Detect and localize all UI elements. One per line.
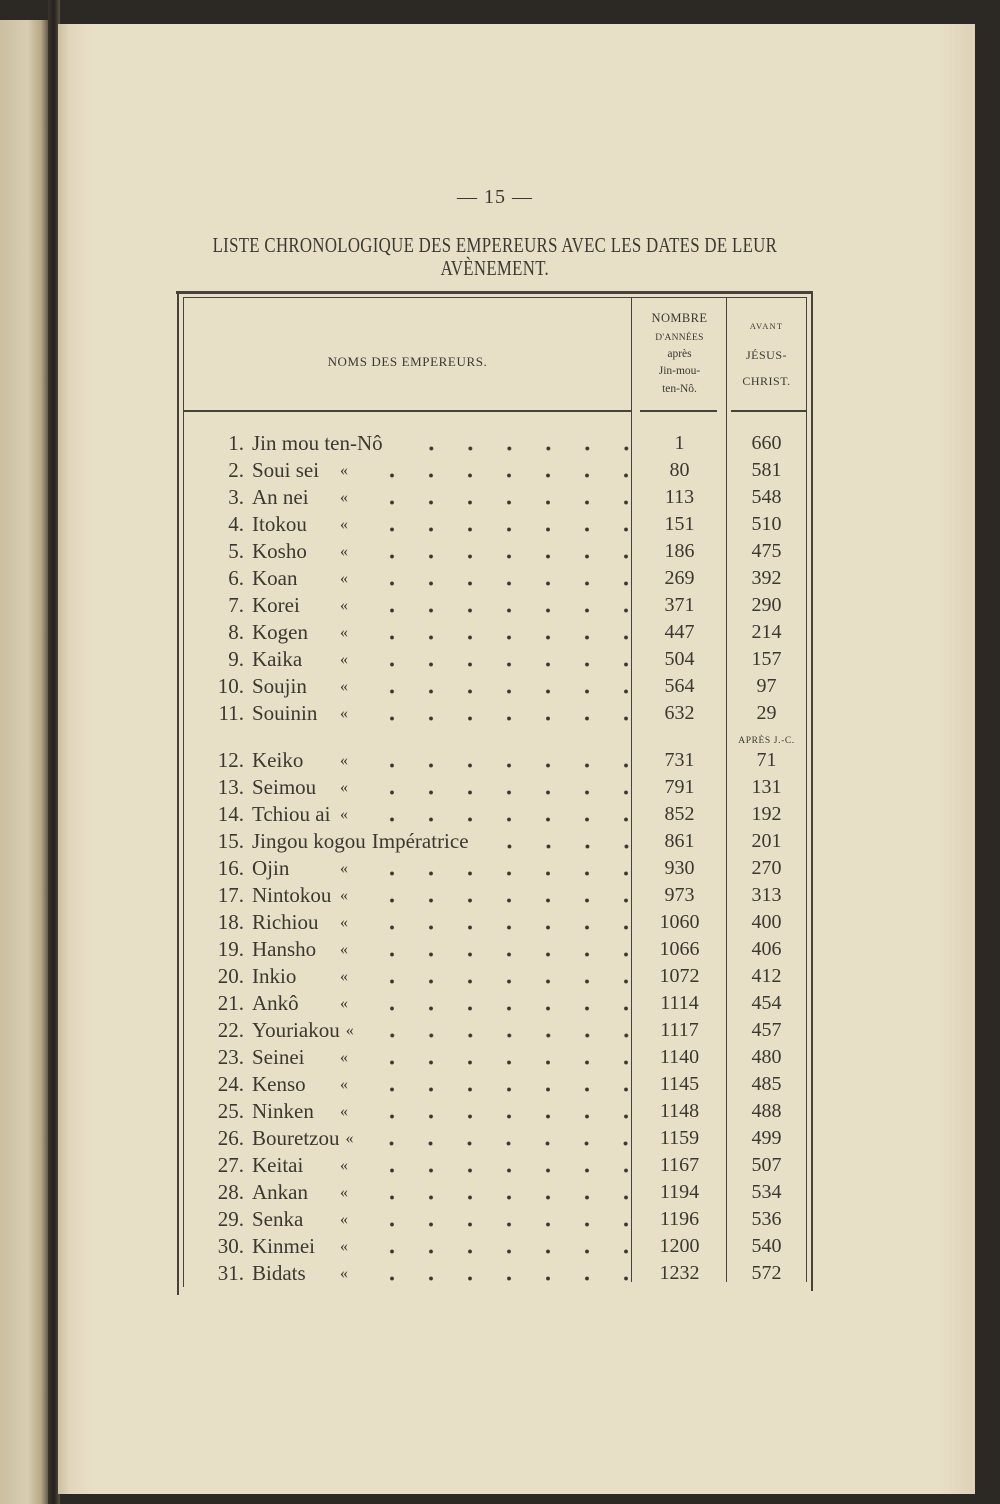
years-after-jinmu: 1 [674,432,685,454]
header-bc-line-3: CHRIST. [742,374,791,388]
row-number: 6. [228,566,244,590]
emperor-name: Ankan [252,1180,308,1204]
ditto-mark: « [340,1103,348,1120]
emperor-name: An nei [252,485,309,509]
ditto-mark: « [340,1049,348,1066]
years-after-jinmu: 1196 [659,1208,700,1230]
dot-leader [360,457,632,484]
table-row [184,990,806,1017]
row-number: 17. [217,883,244,907]
emperor-cell [252,457,632,484]
row-number: 29. [217,1207,244,1231]
ditto-mark: « [340,516,348,533]
table-row [184,565,806,592]
table-right-border-outer [811,291,813,1291]
dot-leader [365,1125,632,1152]
table-row [184,963,806,990]
year-after-christ: 313 [751,884,782,906]
dot-leader [366,1017,632,1044]
ditto-mark: « [340,941,348,958]
ditto-mark: « [340,570,348,587]
row-number: 4. [228,512,244,536]
years-after-jinmu: 1232 [659,1262,700,1284]
dot-leader [360,565,632,592]
table-row [184,882,806,909]
table-row [184,673,806,700]
year-after-christ: 412 [751,965,782,987]
dot-leader [360,673,632,700]
ditto-mark: « [340,860,348,877]
previous-page-edge [0,20,50,1504]
row-number: 22. [217,1018,244,1042]
years-after-jinmu: 852 [664,803,695,825]
emperor-name: Kenso [252,1072,306,1096]
emperor-name: Tchiou ai [252,802,331,826]
years-after-jinmu: 447 [664,621,695,643]
row-number: 3. [228,485,244,509]
years-after-jinmu: 1140 [659,1046,700,1068]
year-after-christ: 192 [751,803,782,825]
emperor-name: Hansho [252,937,317,961]
ditto-mark: « [340,462,348,479]
table-row [184,1071,806,1098]
row-number: 8. [228,620,244,644]
emperor-name: Youriakou [252,1018,340,1042]
row-number: 23. [217,1045,244,1069]
emperor-cell [252,1260,632,1287]
year-after-christ: 270 [751,857,782,879]
row-number: 12. [217,748,244,772]
emperor-name: Ninken [252,1099,314,1123]
years-after-jinmu: 1145 [659,1073,700,1095]
year-before-christ: 29 [756,702,777,724]
rows-after-christ [184,747,806,1287]
dot-leader [360,1071,632,1098]
row-number: 21. [217,991,244,1015]
emperor-name: Korei [252,593,300,617]
ditto-mark: « [345,1022,354,1039]
row-number: 1. [228,431,244,455]
years-after-jinmu: 791 [664,776,695,798]
years-after-jinmu: 504 [664,648,695,670]
table-right-border-inner [806,297,807,1282]
dot-leader [360,619,632,646]
year-before-christ: 290 [751,594,782,616]
years-after-jinmu: 269 [664,567,695,589]
row-number: 24. [217,1072,244,1096]
dot-leader [360,592,632,619]
dot-leader [360,1152,632,1179]
header-bc-line-2: JÉSUS- [745,348,787,362]
years-after-jinmu: 1148 [659,1100,700,1122]
year-after-christ: 507 [751,1154,782,1176]
emperor-cell [252,511,632,538]
dot-leader [360,538,632,565]
emperor-name: Richiou [252,910,319,934]
dot-leader [360,1179,632,1206]
year-before-christ: 510 [751,513,782,535]
emperor-cell [252,673,632,700]
dot-leader [481,828,632,855]
years-after-jinmu: 1114 [660,992,699,1014]
emperor-cell [252,1179,632,1206]
table-top-rule-thick [176,291,813,294]
table-row [184,747,806,774]
row-number: 30. [217,1234,244,1258]
emperor-cell [252,1206,632,1233]
table-row [184,430,806,457]
dot-leader [360,700,632,727]
header-bc-line-1: AVANT [749,321,784,331]
row-number: 10. [217,674,244,698]
table-body [184,430,806,1287]
ditto-mark: « [340,968,348,985]
table-row [184,538,806,565]
row-number: 19. [217,937,244,961]
emperor-name: Keiko [252,748,304,772]
dot-leader [360,774,632,801]
ditto-mark: « [340,1157,348,1174]
header-emperor-names: NOMS DES EMPEREURS. [327,354,488,369]
emperor-cell [252,1098,632,1125]
ditto-mark: « [340,705,348,722]
title-label: Impératrice [371,829,469,853]
emperor-name: Jin mou ten-Nô [252,431,383,455]
emperor-name: Nintokou [252,883,332,907]
years-after-jinmu: 564 [664,675,695,697]
dot-leader [360,936,632,963]
row-number: 31. [217,1261,244,1285]
emperor-cell [252,1233,632,1260]
dot-leader [360,1206,632,1233]
year-after-christ: 457 [751,1019,782,1041]
year-after-christ: 454 [751,992,782,1014]
row-number: 25. [217,1099,244,1123]
year-after-christ: 400 [751,911,782,933]
era-change-label: APRÈS J.-C. [738,736,795,746]
table-row [184,457,806,484]
table-top-rule-thin [183,297,807,298]
ditto-mark: « [340,597,348,614]
year-before-christ: 548 [751,486,782,508]
emperor-cell [252,963,632,990]
years-after-jinmu: 1117 [660,1019,699,1041]
table-row [184,511,806,538]
dot-leader [360,855,632,882]
ditto-mark: « [340,914,348,931]
row-number: 9. [228,647,244,671]
emperor-cell [252,484,632,511]
header-years-line-1: NOMBRE [651,311,708,325]
emperor-name: Koan [252,566,298,590]
dot-leader [360,801,632,828]
dot-leader [360,484,632,511]
emperor-cell [252,882,632,909]
emperor-name: Senka [252,1207,304,1231]
years-after-jinmu: 1072 [659,965,700,987]
year-after-christ: 488 [751,1100,782,1122]
dot-leader [360,646,632,673]
years-after-jinmu: 973 [664,884,695,906]
emperor-name: Keitai [252,1153,304,1177]
table-row [184,619,806,646]
dot-leader [360,909,632,936]
table-row [184,1098,806,1125]
header-rule-dates [731,410,806,412]
emperor-name: Soui sei [252,458,320,482]
emperor-name: Seimou [252,775,317,799]
era-change-row [184,727,806,747]
row-number: 11. [218,701,244,725]
year-before-christ: 581 [751,459,782,481]
row-number: 16. [217,856,244,880]
table-row [184,1233,806,1260]
year-before-christ: 475 [751,540,782,562]
table-row [184,1206,806,1233]
table-row [184,1125,806,1152]
dot-leader [360,1233,632,1260]
row-number: 26. [217,1126,244,1150]
emperor-name: Kosho [252,539,307,563]
emperor-cell [252,1071,632,1098]
table-row [184,592,806,619]
table-row [184,936,806,963]
emperor-name: Ojin [252,856,290,880]
page-title-text-1: LISTE CHRONOLOGIQUE DES EMPEREURS AVEC LES DATES DE LEUR [212,233,778,257]
emperor-name: Kinmei [252,1234,315,1258]
years-after-jinmu: 1159 [659,1127,700,1149]
emperor-cell [252,855,632,882]
year-before-christ: 392 [751,567,782,589]
years-after-jinmu: 371 [664,594,695,616]
emperor-cell [252,1044,632,1071]
ditto-mark: « [345,1130,354,1147]
rows-before-christ [184,430,806,727]
table-row [184,1179,806,1206]
year-before-christ: 97 [756,675,777,697]
ditto-mark: « [340,995,348,1012]
table-row [184,828,806,855]
emperor-cell [252,909,632,936]
header-years-line-4: Jin-mou- [658,365,701,377]
years-after-jinmu: 1060 [659,911,700,933]
table-row [184,855,806,882]
emperor-cell [252,1125,632,1152]
emperor-cell [252,936,632,963]
emperor-name: Ankô [252,991,299,1015]
years-after-jinmu: 731 [664,749,695,771]
emperor-name: Kaika [252,647,303,671]
years-after-jinmu: 1066 [659,938,700,960]
dot-leader [360,747,632,774]
table-row [184,909,806,936]
years-after-jinmu: 1200 [659,1235,700,1257]
emperor-cell [252,430,632,457]
dot-leader [360,882,632,909]
ditto-mark: « [340,489,348,506]
ditto-mark: « [340,779,348,796]
page-title-line-2 [95,256,895,280]
emperor-name: Souinin [252,701,318,725]
ditto-mark: « [340,1238,348,1255]
emperor-name: Kogen [252,620,308,644]
emperor-cell [252,801,632,828]
ditto-mark: « [340,1265,348,1282]
table-row [184,1017,806,1044]
year-after-christ: 201 [751,830,782,852]
dot-leader [360,1260,632,1287]
dot-leader [360,1044,632,1071]
year-after-christ: 480 [751,1046,782,1068]
header-years-line-2: D'ANNÉES [655,333,704,343]
emperor-cell [252,619,632,646]
year-before-christ: 660 [751,432,782,454]
table-left-border-outer [177,291,179,1295]
row-number: 14. [217,802,244,826]
page-title-text-2: AVÈNEMENT. [440,256,550,280]
table-row [184,801,806,828]
row-number: 7. [228,593,244,617]
ditto-mark: « [340,1211,348,1228]
row-number: 2. [228,458,244,482]
years-after-jinmu: 632 [664,702,695,724]
year-before-christ: 214 [751,621,782,643]
years-after-jinmu: 151 [664,513,695,535]
year-after-christ: 572 [751,1262,782,1284]
table-row [184,646,806,673]
years-after-jinmu: 861 [664,830,695,852]
row-number: 28. [217,1180,244,1204]
years-after-jinmu: 1167 [659,1154,700,1176]
ditto-mark: « [340,678,348,695]
row-number: 15. [217,829,244,853]
years-after-jinmu: 113 [664,486,695,508]
dot-leader [360,511,632,538]
year-after-christ: 536 [751,1208,782,1230]
page-number: — 15 — [457,186,533,208]
row-number: 13. [217,775,244,799]
ditto-mark: « [340,651,348,668]
emperor-cell [252,747,632,774]
emperor-cell [252,990,632,1017]
header-rule-names [184,410,631,412]
ditto-mark: « [340,1184,348,1201]
year-after-christ: 406 [751,938,782,960]
year-after-christ: 540 [751,1235,782,1257]
year-after-christ: 71 [756,749,777,771]
year-after-christ: 534 [751,1181,782,1203]
dot-leader [360,963,632,990]
page-title-line-1 [95,233,895,257]
ditto-mark: « [340,1076,348,1093]
emperor-cell [252,592,632,619]
emperor-name: Bidats [252,1261,306,1285]
table-row [184,1260,806,1287]
emperor-name: Jingou kogou [252,829,366,853]
table-row [184,484,806,511]
emperor-cell [252,565,632,592]
ditto-mark: « [340,806,348,823]
dot-leader [360,1098,632,1125]
header-rule-years [640,410,717,412]
emperor-cell [252,774,632,801]
emperor-cell [252,700,632,727]
header-years-line-3: après [667,348,692,360]
table-row [184,774,806,801]
emperor-name: Soujin [252,674,307,698]
years-after-jinmu: 1194 [659,1181,700,1203]
years-after-jinmu: 186 [664,540,695,562]
table-row [184,700,806,727]
table-row [184,1152,806,1179]
emperor-name: Seinei [252,1045,305,1069]
emperor-cell [252,828,632,855]
emperor-name: Bouretzou [252,1126,340,1150]
years-after-jinmu: 80 [669,459,690,481]
row-number: 18. [217,910,244,934]
ditto-mark: « [340,624,348,641]
ditto-mark: « [340,887,348,904]
emperor-cell [252,1152,632,1179]
years-after-jinmu: 930 [664,857,695,879]
dot-leader [360,990,632,1017]
header-years-line-5: ten-Nô. [662,383,697,395]
dot-leader [395,430,632,457]
row-number: 20. [217,964,244,988]
table-row [184,1044,806,1071]
emperor-name: Itokou [252,512,307,536]
emperor-cell [252,646,632,673]
ditto-mark: « [340,752,348,769]
emperor-cell [252,1017,632,1044]
year-after-christ: 485 [751,1073,782,1095]
emperor-name: Inkio [252,964,297,988]
row-number: 27. [217,1153,244,1177]
ditto-mark: « [340,543,348,560]
year-after-christ: 499 [751,1127,782,1149]
row-number: 5. [228,539,244,563]
year-before-christ: 157 [751,648,782,670]
emperor-cell [252,538,632,565]
year-after-christ: 131 [751,776,782,798]
